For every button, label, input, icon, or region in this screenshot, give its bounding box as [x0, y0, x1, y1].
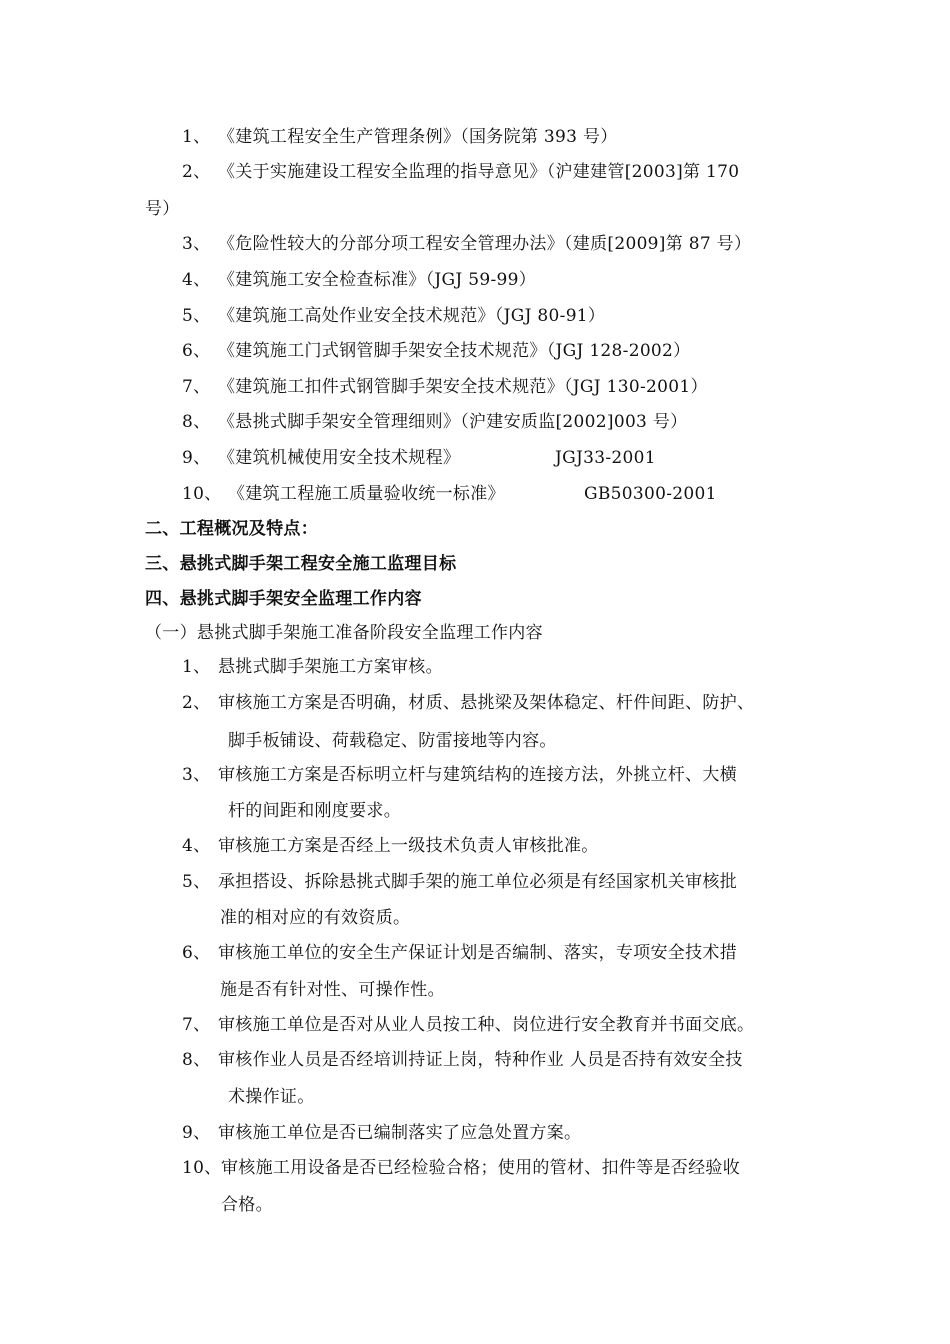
ref-title: 《建筑施工扣件式钢管脚手架安全技术规范》（JGJ 130-2001） [218, 377, 708, 397]
ref-title: 《建筑施工高处作业安全技术规范》（JGJ 80-91） [218, 306, 606, 326]
item-number: 8、 [182, 1050, 211, 1070]
ref-number: 7、 [182, 377, 211, 397]
item-number: 6、 [182, 943, 211, 963]
ref-title: 《关于实施建设工程安全监理的指导意见》（沪建建管[2003]第 170 [218, 162, 740, 182]
ref-number: 8、 [182, 412, 211, 432]
item-number: 9、 [182, 1123, 211, 1143]
item-text: 审核施工单位是否对从业人员按工种、岗位进行安全教育并书面交底。 [218, 1015, 755, 1035]
item-number: 4、 [182, 836, 211, 856]
item-number: 2、 [182, 693, 211, 713]
item-number: 7、 [182, 1015, 211, 1035]
subsection-heading: （一）悬挑式脚手架施工准备阶段安全监理工作内容 [145, 623, 543, 643]
item-text-continuation: 施是否有针对性、可操作性。 [220, 980, 445, 1000]
ref-title: 《建筑施工安全检查标准》（JGJ 59-99） [218, 270, 537, 290]
item-number: 1、 [182, 657, 211, 677]
ref-number: 4、 [182, 270, 211, 290]
item-text: 审核作业人员是否经培训持证上岗，特种作业 人员是否持有效安全技 [218, 1050, 743, 1070]
item-text-continuation: 杆的间距和刚度要求。 [228, 801, 401, 821]
item-text: 审核施工用设备是否已经检验合格；使用的管材、扣件等是否经验收 [221, 1158, 740, 1178]
ref-code: GB50300-2001 [584, 484, 717, 504]
section-heading: 四、悬挑式脚手架安全监理工作内容 [145, 589, 422, 609]
ref-title: 《危险性较大的分部分项工程安全管理办法》（建质[2009]第 87 号） [218, 234, 752, 254]
ref-title: 《建筑工程施工质量验收统一标准》 [228, 484, 505, 504]
ref-title: 《建筑工程安全生产管理条例》（国务院第 393 号） [218, 127, 618, 147]
ref-number: 10、 [182, 484, 222, 504]
section-heading: 三、悬挑式脚手架工程安全施工监理目标 [145, 554, 457, 574]
item-text-continuation: 准的相对应的有效资质。 [220, 908, 411, 928]
ref-title-continuation: 号） [145, 199, 180, 219]
item-number: 10、 [182, 1158, 222, 1178]
item-number: 3、 [182, 765, 211, 785]
section-heading: 二、工程概况及特点： [145, 519, 318, 539]
ref-title: 《悬挑式脚手架安全管理细则》（沪建安质监[2002]003 号） [218, 412, 688, 432]
item-number: 5、 [182, 872, 211, 892]
ref-title: 《建筑机械使用安全技术规程》 [218, 448, 461, 468]
ref-code: JGJ33-2001 [555, 448, 656, 468]
ref-number: 6、 [182, 341, 211, 361]
item-text: 审核施工方案是否经上一级技术负责人审核批准。 [218, 836, 599, 856]
ref-number: 1、 [182, 127, 211, 147]
item-text: 审核施工方案是否标明立杆与建筑结构的连接方法，外挑立杆、大横 [218, 765, 737, 785]
ref-number: 3、 [182, 234, 211, 254]
ref-number: 9、 [182, 448, 211, 468]
item-text-continuation: 合格。 [221, 1195, 273, 1215]
item-text: 审核施工单位是否已编制落实了应急处置方案。 [218, 1123, 582, 1143]
item-text: 悬挑式脚手架施工方案审核。 [218, 657, 443, 677]
ref-title: 《建筑施工门式钢管脚手架安全技术规范》（JGJ 128-2002） [218, 341, 691, 361]
item-text-continuation: 术操作证。 [228, 1087, 315, 1107]
ref-number: 5、 [182, 306, 211, 326]
item-text-continuation: 脚手板铺设、荷载稳定、防雷接地等内容。 [228, 731, 557, 751]
ref-number: 2、 [182, 162, 211, 182]
item-text: 承担搭设、拆除悬挑式脚手架的施工单位必须是有经国家机关审核批 [218, 872, 737, 892]
item-text: 审核施工方案是否明确，材质、悬挑梁及架体稳定、杆件间距、防护、 [218, 693, 755, 713]
item-text: 审核施工单位的安全生产保证计划是否编制、落实，专项安全技术措 [218, 943, 737, 963]
